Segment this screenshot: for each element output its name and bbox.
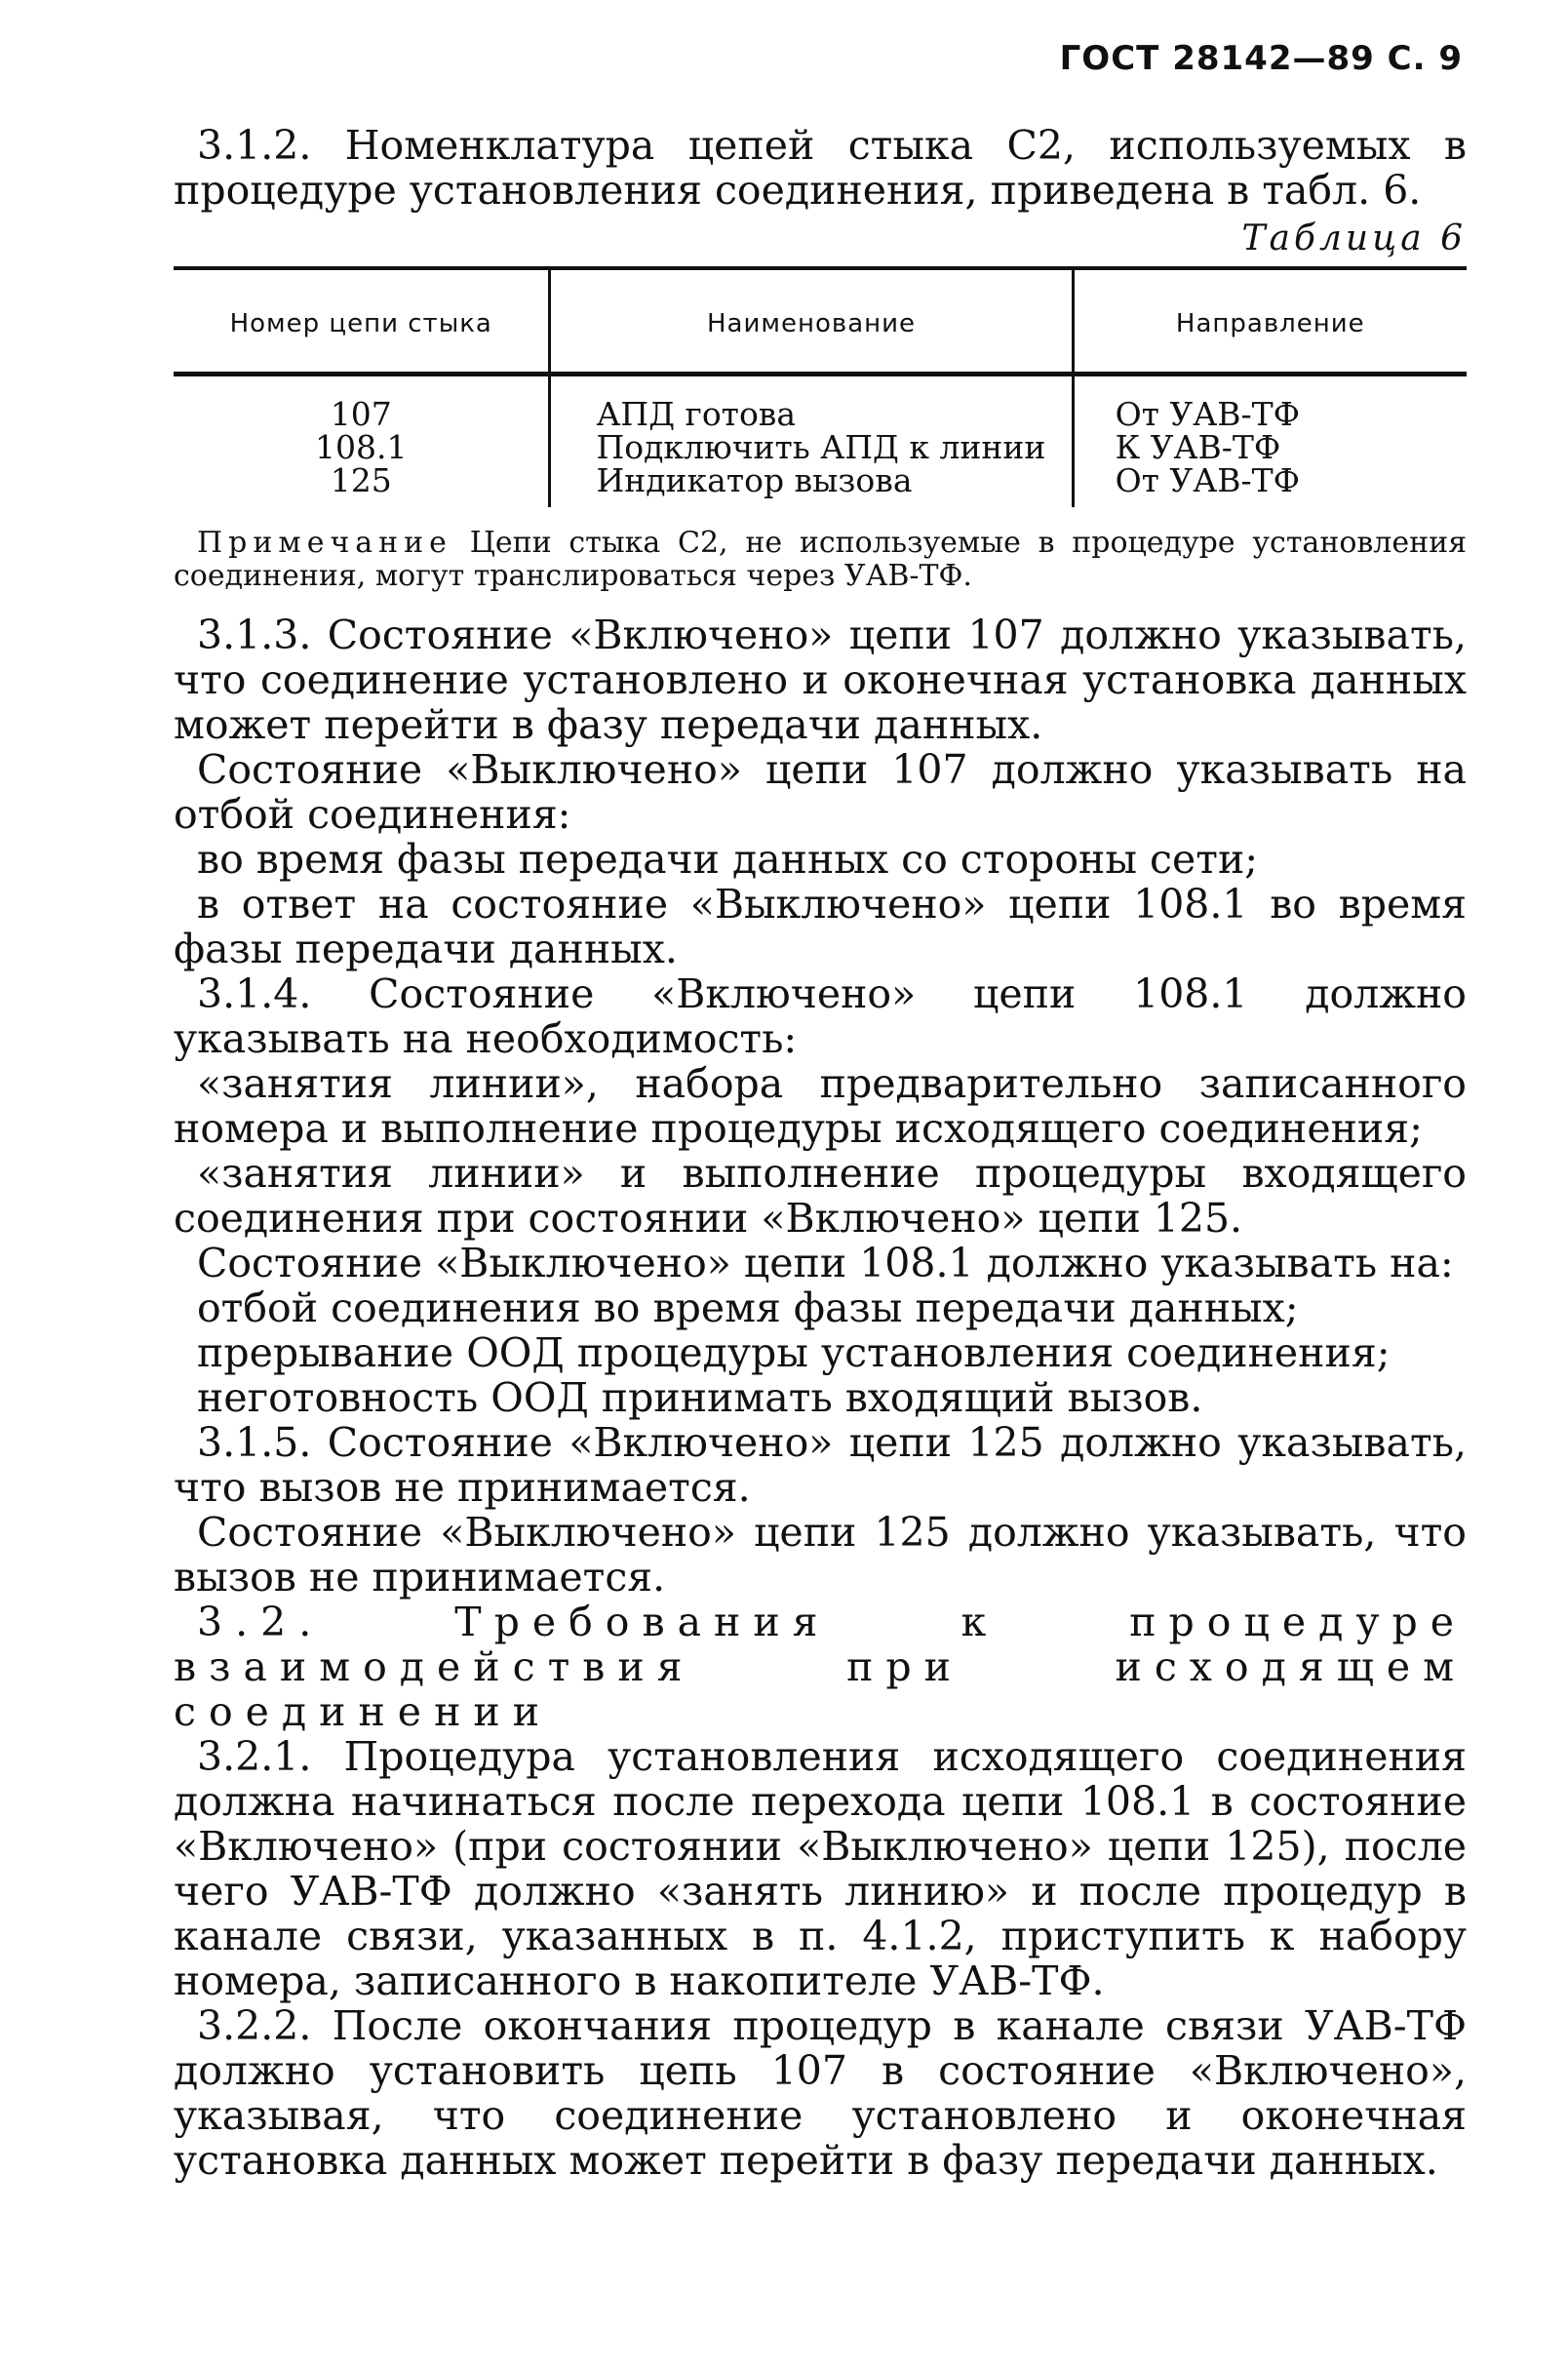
table-title: Таблица 6 bbox=[1241, 218, 1467, 258]
paragraph-3-1-4: 3.1.4. Состояние «Включено» цепи 108.1 должно указывать на необходимость: bbox=[174, 970, 1467, 1062]
circuits-table bbox=[174, 266, 1467, 507]
note-label: Примечание bbox=[197, 526, 452, 560]
table-cell: От УАВ-ТФ bbox=[1115, 461, 1301, 499]
paragraph-3-1-3: 3.1.3. Состояние «Включено» цепи 107 должно указывать, что соединение установлено и оконечная установка данных может перейти в фазу передачи данных. bbox=[174, 612, 1467, 748]
table-cell: 125 bbox=[174, 464, 550, 507]
paragraph-list-item: неготовность ООД принимать входящий вызов. bbox=[197, 1374, 1203, 1421]
table-cell: Индикатор вызова bbox=[550, 464, 1073, 507]
note-text: Цепи стыка С2, не используемые в процедуре установления соединения, могут транслироваться через УАВ-ТФ. bbox=[174, 526, 1467, 593]
table-cell: 107 bbox=[174, 375, 550, 432]
paragraph-list-item: во время фазы передачи данных со стороны сети; bbox=[197, 836, 1259, 883]
paragraph-list-item: отбой соединения во время фазы передачи данных; bbox=[197, 1285, 1299, 1331]
paragraph-3-1-5: 3.1.5. Состояние «Включено» цепи 125 должно указывать, что вызов не принимается. bbox=[174, 1419, 1467, 1511]
paragraph-list-item: в ответ на состояние «Выключено» цепи 108.1 во время фазы передачи данных. bbox=[174, 881, 1467, 972]
table-cell: От УАВ-ТФ bbox=[1115, 395, 1301, 433]
paragraph-3-2-2: 3.2.2. После окончания процедур в канале связи УАВ-ТФ должно установить цепь 107 в состояние «Включено», указывая, что соединение установлено и оконечная установка данных может перейти в фазу передачи данных. bbox=[174, 2002, 1467, 2184]
section-heading-3-2: 3.2. Требования к процедуре взаимодействия при исходящем соединении bbox=[174, 1599, 1467, 1735]
paragraph-list-item: «занятия линии» и выполнение процедуры входящего соединения при состоянии «Включено» цепи 125. bbox=[174, 1150, 1467, 1242]
paragraph-3-2-1: 3.2.1. Процедура установления исходящего соединения должна начинаться после перехода цепи 108.1 в состояние «Включено» (при состоянии «Выключено» цепи 125), после чего УАВ-ТФ должно «занять линию» и после процедур в канале связи, указанных в п. 4.1.2, приступить к набору номера, записанного в накопителе УАВ-ТФ. bbox=[174, 1733, 1467, 2004]
table-header-row bbox=[174, 268, 1467, 375]
paragraph-list-item: «занятия линии», набора предварительно записанного номера и выполнение процедуры исходящего соединения; bbox=[174, 1060, 1467, 1152]
column-header-number: Номер цепи стыка bbox=[174, 268, 550, 375]
intro-paragraph: 3.1.2. Номенклатура цепей стыка С2, используемых в процедуре установления соединения, приведена в табл. 6. bbox=[174, 122, 1467, 214]
table-row bbox=[174, 375, 1467, 432]
paragraph-off-125: Состояние «Выключено» цепи 125 должно указывать, что вызов не принимается. bbox=[174, 1509, 1467, 1601]
table-cell: Подключить АПД к линии bbox=[550, 431, 1073, 464]
page-content bbox=[174, 123, 1467, 2183]
table-row bbox=[174, 431, 1467, 464]
table-cell: К УАВ-ТФ bbox=[1115, 428, 1281, 466]
table-cell: АПД готова bbox=[550, 375, 1073, 432]
paragraph-list-item: прерывание ООД процедуры установления соединения; bbox=[197, 1329, 1391, 1376]
column-header-direction: Направление bbox=[1073, 268, 1467, 375]
page-header: ГОСТ 28142—89 С. 9 bbox=[1059, 39, 1463, 78]
table-cell: 108.1 bbox=[174, 431, 550, 464]
paragraph-off-108: Состояние «Выключено» цепи 108.1 должно указывать на: bbox=[197, 1240, 1454, 1286]
table-note bbox=[174, 527, 1467, 593]
paragraph-off-107: Состояние «Выключено» цепи 107 должно указывать на отбой соединения: bbox=[174, 746, 1467, 838]
table-row bbox=[174, 464, 1467, 507]
column-header-name: Наименование bbox=[550, 268, 1073, 375]
